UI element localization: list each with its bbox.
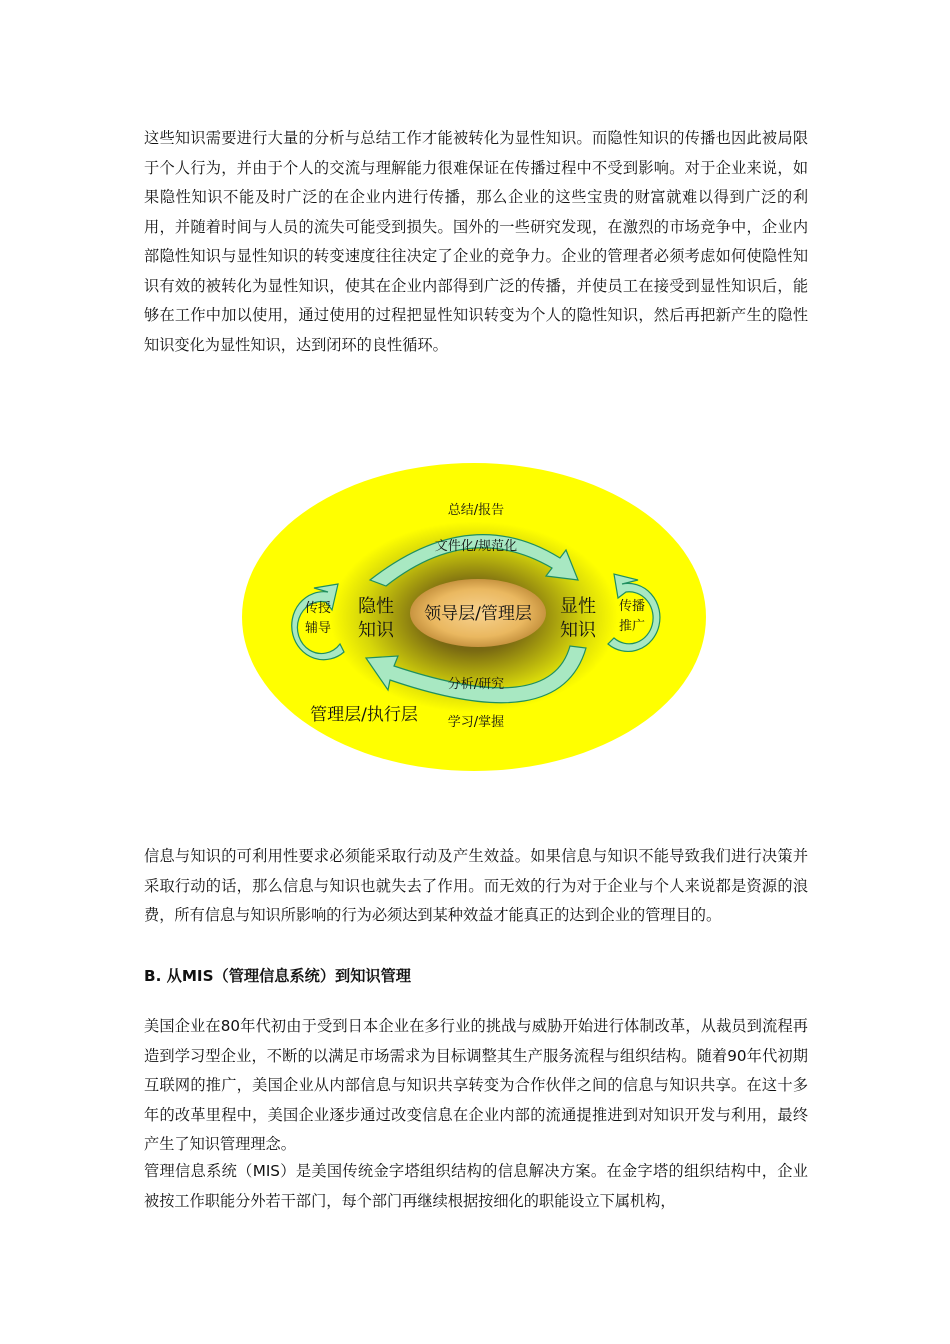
explicit-knowledge-label-1: 显性 bbox=[560, 596, 596, 617]
tacit-knowledge-label-1: 隐性 bbox=[358, 596, 394, 617]
paragraph-us-reform: 美国企业在80年代初由于受到日本企业在多行业的挑战与威胁开始进行体制改革，从裁员到流程再造到学习型企业，不断的以满足市场需求为目标调整其生产服务流程与组织结构。随着90年代初期互联网的推广，美国企业从内部信息与知识共享转变为合作伙伴之间的信息与知识共享。在这十多年的改革里程中，美国企业逐步通过改变信息在企业内部的流通提推进到对知识开发与利用，最终产生了知识管理理念。 bbox=[144, 1017, 808, 1153]
left-loop-label-1: 传授 bbox=[304, 601, 332, 616]
outer-layer-label: 管理层/执行层 bbox=[310, 705, 418, 725]
paragraph-actionability: 信息与知识的可利用性要求必须能采取行动及产生效益。如果信息与知识不能导致我们进行决策并采取行动的话，那么信息与知识也就失去了作用。而无效的行为对于企业与个人来说都是资源的浪费，所有信息与知识所影响的行为必须达到某种效益才能真正的达到企业的管理目的。 bbox=[144, 847, 808, 924]
bottom-outer-label: 学习/掌握 bbox=[447, 715, 505, 730]
right-loop-label-1: 传播 bbox=[618, 599, 646, 614]
bottom-inner-label: 分析/研究 bbox=[447, 677, 505, 692]
tacit-knowledge-label-2: 知识 bbox=[358, 620, 394, 641]
paragraph-tacit-knowledge: 这些知识需要进行大量的分析与总结工作才能被转化为显性知识。而隐性知识的传播也因此被局限于个人行为，并由于个人的交流与理解能力很难保证在传播过程中不受到影响。对于企业来说，如果隐性知识不能及时广泛的在企业内进行传播，那么企业的这些宝贵的财富就难以得到广泛的利用，并随着时间与人员的流失可能受到损失。国外的一些研究发现，在激烈的市场竞争中，企业内部隐性知识与显性知识的转变速度往往决定了企业的竞争力。企业的管理者必须考虑如何使隐性知识有效的被转化为显性知识，使其在企业内部得到广泛的传播，并使员工在接受到显性知识后，能够在工作中加以使用，通过使用的过程把显性知识转变为个人的隐性知识，然后再把新产生的隐性知识变化为显性知识，达到闭环的良性循环。 bbox=[144, 129, 808, 354]
explicit-knowledge-label-2: 知识 bbox=[560, 620, 596, 641]
right-loop-label-2: 推广 bbox=[618, 619, 646, 634]
paragraph-mis: 管理信息系统（MIS）是美国传统金字塔组织结构的信息解决方案。在金字塔的组织结构中，企业被按工作职能分外若干部门，每个部门再继续根据按细化的职能设立下属机构， bbox=[144, 1162, 808, 1210]
top-outer-label: 总结/报告 bbox=[447, 503, 505, 518]
top-inner-label: 文件化/规范化 bbox=[434, 539, 518, 554]
core-label: 领导层/管理层 bbox=[424, 604, 532, 624]
section-heading: B. 从MIS（管理信息系统）到知识管理 bbox=[144, 967, 411, 985]
left-loop-label-2: 辅导 bbox=[304, 621, 332, 636]
knowledge-cycle-diagram bbox=[240, 462, 708, 772]
